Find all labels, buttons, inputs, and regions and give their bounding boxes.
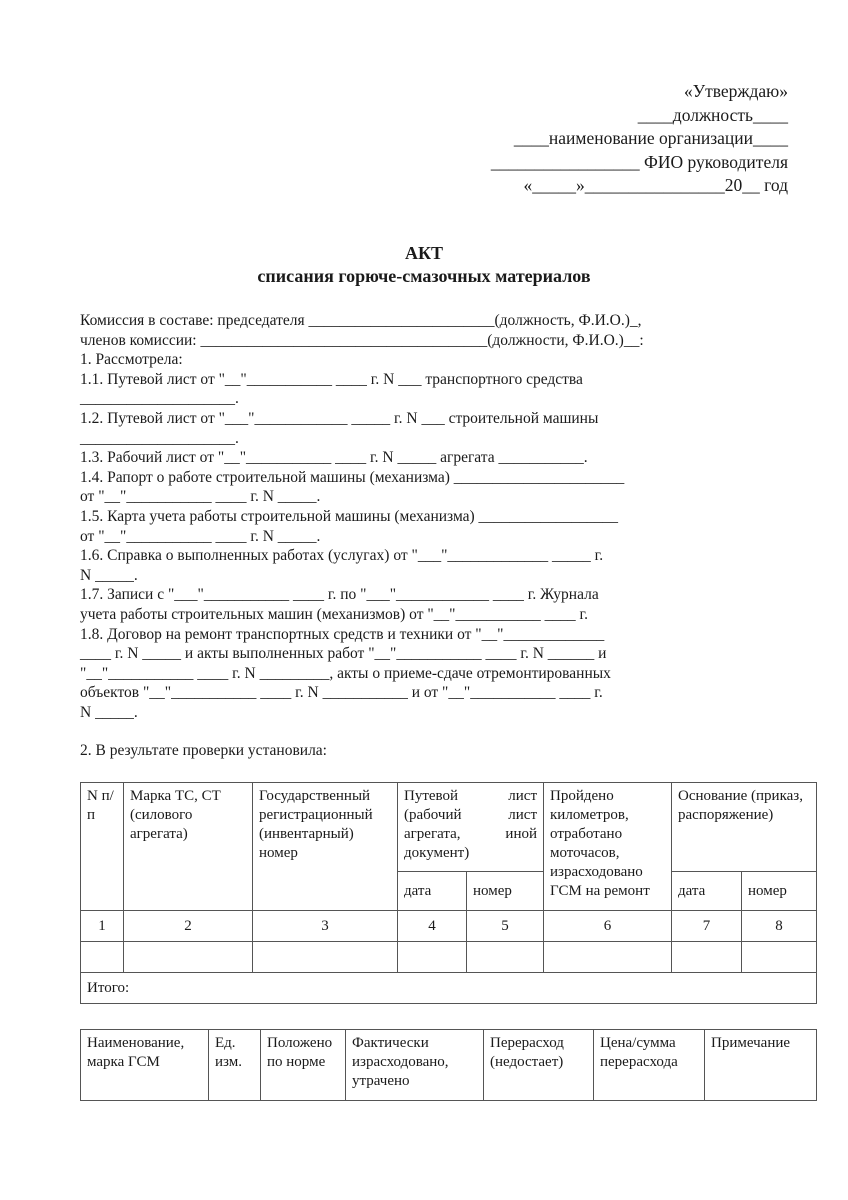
header-registration-number: Государственный регистрационный (инвентарный) номер xyxy=(253,783,398,911)
document-subtitle: списания горюче-смазочных материалов xyxy=(257,266,591,286)
header-price-sum: Цена/сумма перерасхода xyxy=(594,1030,705,1101)
item-1-4: 1.4. Рапорт о работе строительной машины (механизма) ______________________ xyxy=(80,468,625,486)
header-row-number: N п/п xyxy=(81,783,124,911)
column-number: 3 xyxy=(253,911,398,942)
approval-block xyxy=(388,80,788,198)
item-1-4-cont: от "__"___________ ____ г. N _____. xyxy=(80,488,321,506)
header-waybill: Путевой лист (рабочий лист агрегата, иной документ) xyxy=(398,783,544,872)
commission-members-line: членов комиссии: _____________________________________(должности, Ф.И.О.)__: xyxy=(80,331,644,349)
section-2-heading: 2. В результате проверки установила: xyxy=(80,742,327,759)
item-1-7-cont: учета работы строительных машин (механизмов) от "__"___________ ____ г. xyxy=(80,605,588,623)
item-1-8-cont-2: "__"___________ ____ г. N _________, акты о приеме-сдаче отремонтированных xyxy=(80,664,611,682)
item-1-5: 1.5. Карта учета работы строительной машины (механизма) __________________ xyxy=(80,507,619,525)
empty-cell xyxy=(81,942,124,973)
header-waybill-number: номер xyxy=(467,872,544,911)
item-1-7: 1.7. Записи с "___"___________ ____ г. по "___"____________ ____ г. Журнала xyxy=(80,586,599,604)
column-number: 2 xyxy=(124,911,253,942)
commission-chair-line: Комиссия в составе: председателя ________________________(должность, Ф.И.О.)_, xyxy=(80,312,642,329)
column-number: 7 xyxy=(672,911,742,942)
approval-date: «_____»________________20__ год xyxy=(523,175,788,195)
approval-director-name: _________________ ФИО руководителя xyxy=(490,151,788,172)
item-1-8-cont-4: N _____. xyxy=(80,703,138,721)
approval-organization: ____наименование организации____ xyxy=(513,128,788,148)
empty-cell xyxy=(467,942,544,973)
document-title: АКТ xyxy=(404,243,444,263)
inspection-table xyxy=(80,782,817,1004)
header-norm: Положено по норме xyxy=(261,1030,346,1101)
header-basis-number: номер xyxy=(742,872,817,911)
column-number: 4 xyxy=(398,911,467,942)
item-1-5-cont: от "__"___________ ____ г. N _____. xyxy=(80,527,321,545)
header-unit: Ед. изм. xyxy=(209,1030,261,1101)
header-basis: Основание (приказ, распоряжение) xyxy=(672,783,817,872)
item-1-1-cont: ____________________. xyxy=(80,390,239,408)
item-1-1: 1.1. Путевой лист от "__"___________ ____ г. N ___ транспортного средства xyxy=(80,370,583,388)
item-1-2-cont: ____________________. xyxy=(80,429,239,447)
header-note: Примечание xyxy=(705,1030,817,1101)
header-overconsumption: Перерасход (недостает) xyxy=(484,1030,594,1101)
item-1-8-cont-3: объектов "__"___________ ____ г. N ___________ и от "__"___________ ____ г. xyxy=(80,684,603,702)
fuel-table xyxy=(80,1029,817,1101)
header-mileage-fuel: Пройдено километров, отработано моточасов, израсходовано ГСМ на ремонт xyxy=(544,783,672,911)
column-number: 6 xyxy=(544,911,672,942)
empty-cell xyxy=(742,942,817,973)
reviewed-heading: 1. Рассмотрела: xyxy=(80,351,183,369)
document-body xyxy=(80,311,740,722)
item-1-8: 1.8. Договор на ремонт транспортных средств и техники от "__"_____________ xyxy=(80,625,605,643)
empty-cell xyxy=(124,942,253,973)
item-1-2: 1.2. Путевой лист от "___"____________ _____ г. N ___ строительной машины xyxy=(80,409,599,427)
item-1-6: 1.6. Справка о выполненных работах (услугах) от "___"_____________ _____ г. xyxy=(80,547,604,565)
empty-cell xyxy=(672,942,742,973)
item-1-8-cont-1: ____ г. N _____ и акты выполненных работ "__"___________ ____ г. N ______ и xyxy=(80,645,607,663)
total-row: Итого: xyxy=(81,973,817,1004)
item-1-6-cont: N _____. xyxy=(80,566,138,584)
header-actual-consumption: Фактически израсходовано, утрачено xyxy=(346,1030,484,1101)
header-vehicle-brand: Марка ТС, СТ (силового агрегата) xyxy=(124,783,253,911)
column-number: 8 xyxy=(742,911,817,942)
empty-cell xyxy=(398,942,467,973)
table-row xyxy=(81,942,817,973)
header-fuel-name: Наименование, марка ГСМ xyxy=(81,1030,209,1101)
empty-cell xyxy=(253,942,398,973)
item-1-3: 1.3. Рабочий лист от "__"___________ ____ г. N _____ агрегата ___________. xyxy=(80,449,588,467)
column-number: 1 xyxy=(81,911,124,942)
approval-position: ____должность____ xyxy=(637,104,788,125)
approval-heading: «Утверждаю» xyxy=(683,81,788,101)
column-number: 5 xyxy=(467,911,544,942)
empty-cell xyxy=(544,942,672,973)
header-waybill-date: дата xyxy=(398,872,467,911)
header-basis-date: дата xyxy=(672,872,742,911)
